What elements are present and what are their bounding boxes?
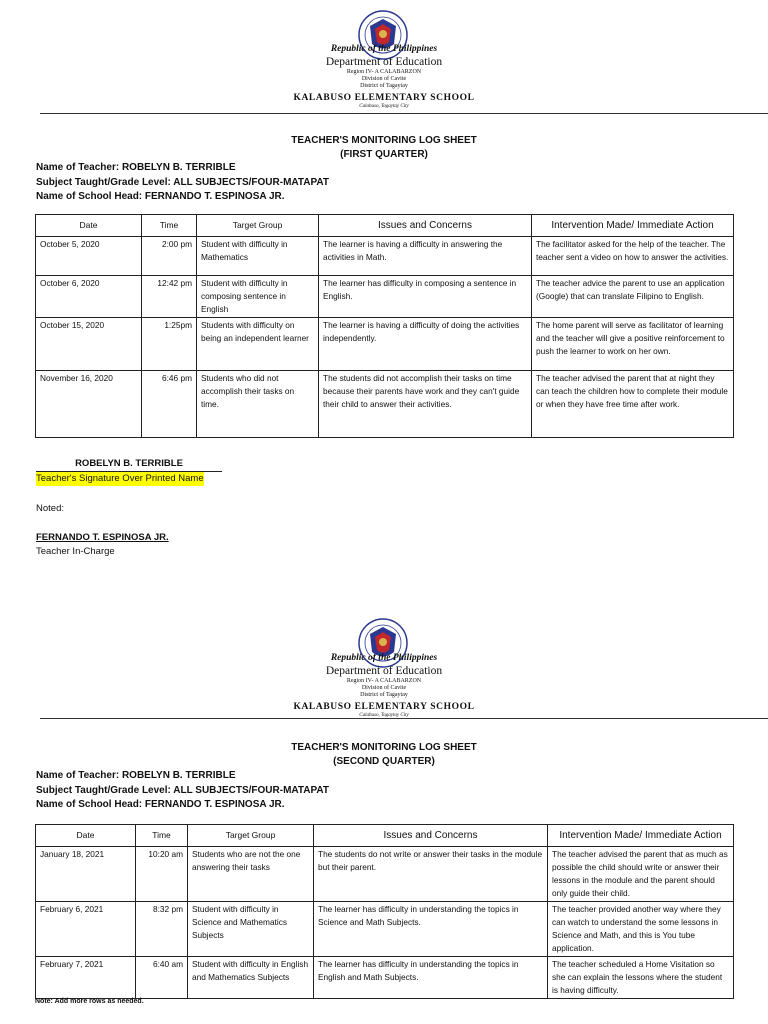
header-issues: Issues and Concerns bbox=[314, 825, 548, 847]
cell-date: October 5, 2020 bbox=[36, 237, 142, 276]
table-row bbox=[36, 237, 734, 276]
teacher-name-line: Name of Teacher: ROBELYN B. TERRIBLE bbox=[36, 770, 236, 781]
cell-time: 1:25pm bbox=[142, 318, 197, 371]
teacher-signature-name: ROBELYN B. TERRIBLE bbox=[36, 457, 222, 472]
cell-issues: The learner is having a difficulty in answering the activities in Math. bbox=[319, 237, 532, 276]
cell-time: 6:40 am bbox=[136, 957, 188, 999]
signature-block bbox=[36, 457, 222, 559]
cell-intervention: The home parent will serve as facilitator of learning and the teacher will give a positive reinforcement to push the learner to work on her own. bbox=[532, 318, 734, 371]
cell-target-group: Student with difficulty in English and Mathematics Subjects bbox=[188, 957, 314, 999]
cell-intervention: The teacher provided another way where they can watch to understand the some lessons in Science and Math, and this is You tube application. bbox=[548, 902, 734, 957]
header-time: Time bbox=[142, 215, 197, 237]
cell-issues: The students do not write or answer their tasks in the module but their parent. bbox=[314, 847, 548, 902]
cell-intervention: The facilitator asked for the help of the teacher. The teacher sent a video on how to answer the activities. bbox=[532, 237, 734, 276]
monitoring-log-table bbox=[35, 214, 734, 438]
table-row bbox=[36, 847, 734, 902]
school-head-line: Name of School Head: FERNANDO T. ESPINOSA JR. bbox=[36, 191, 285, 202]
cell-date: October 6, 2020 bbox=[36, 276, 142, 318]
table-header-row bbox=[36, 825, 734, 847]
school-head-name: FERNANDO T. ESPINOSA JR. bbox=[36, 532, 169, 543]
cell-intervention: The teacher advised the parent that as much as possible the child should write or answer their lessons in the module and the parent should only guide their child. bbox=[548, 847, 734, 902]
cell-target-group: Students who did not accomplish their tasks on time. bbox=[197, 371, 319, 438]
header-intervention: Intervention Made/ Immediate Action bbox=[532, 215, 734, 237]
letterhead-school: KALABUSO ELEMENTARY SCHOOL bbox=[293, 702, 475, 712]
cell-time: 2:00 pm bbox=[142, 237, 197, 276]
cell-date: October 15, 2020 bbox=[36, 318, 142, 371]
school-head-title: Teacher In-Charge bbox=[36, 546, 115, 557]
table-row bbox=[36, 957, 734, 999]
cell-target-group: Students who are not the one answering their tasks bbox=[188, 847, 314, 902]
cell-time: 8:32 pm bbox=[136, 902, 188, 957]
signature-caption: Teacher's Signature Over Printed Name bbox=[36, 473, 204, 484]
subject-line: Subject Taught/Grade Level: ALL SUBJECTS/FOUR-MATAPAT bbox=[36, 176, 329, 188]
quarter-label: (SECOND QUARTER) bbox=[333, 756, 435, 767]
cell-issues: The students did not accomplish their tasks on time because their parents have work and they can't guide their child to answer their activities. bbox=[319, 371, 532, 438]
letterhead-division: Division of Cavite bbox=[361, 685, 407, 691]
cell-date: February 7, 2021 bbox=[36, 957, 136, 999]
letterhead bbox=[0, 652, 768, 719]
table-row bbox=[36, 276, 734, 318]
table-row bbox=[36, 371, 734, 438]
monitoring-log-table bbox=[35, 824, 734, 999]
teacher-name-line: Name of Teacher: ROBELYN B. TERRIBLE bbox=[36, 162, 236, 173]
letterhead bbox=[0, 43, 768, 110]
letterhead-divider bbox=[40, 113, 768, 114]
header-issues: Issues and Concerns bbox=[319, 215, 532, 237]
letterhead-department: Department of Education bbox=[325, 56, 443, 68]
cell-target-group: Student with difficulty in composing sentence in English bbox=[197, 276, 319, 318]
cell-intervention: The teacher advised the parent that at night they can teach the children how to complete their module or when they have free time after work. bbox=[532, 371, 734, 438]
school-head-line: Name of School Head: FERNANDO T. ESPINOSA JR. bbox=[36, 799, 285, 810]
cell-time: 6:46 pm bbox=[142, 371, 197, 438]
noted-label: Noted: bbox=[36, 503, 64, 514]
subject-line: Subject Taught/Grade Level: ALL SUBJECTS/FOUR-MATAPAT bbox=[36, 784, 329, 796]
cell-issues: The learner has difficulty in understanding the topics in English and Math Subjects. bbox=[314, 957, 548, 999]
letterhead-divider bbox=[40, 718, 768, 719]
cell-time: 10:20 am bbox=[136, 847, 188, 902]
header-intervention: Intervention Made/ Immediate Action bbox=[548, 825, 734, 847]
table-row bbox=[36, 318, 734, 371]
document-title bbox=[0, 134, 768, 162]
letterhead-city: Calabuso, Tagaytay City bbox=[359, 104, 409, 109]
cell-target-group: Students with difficulty on being an independent learner bbox=[197, 318, 319, 371]
letterhead-region: Region IV- A CALABARZON bbox=[346, 678, 422, 684]
cell-date: January 18, 2021 bbox=[36, 847, 136, 902]
table-header-row bbox=[36, 215, 734, 237]
letterhead-district: District of Tagaytay bbox=[360, 83, 408, 89]
cell-issues: The learner has difficulty in understanding the topics in Science and Math Subjects. bbox=[314, 902, 548, 957]
header-target-group: Target Group bbox=[197, 215, 319, 237]
letterhead-division: Division of Cavite bbox=[361, 76, 407, 82]
cell-issues: The learner is having a difficulty of doing the activities independently. bbox=[319, 318, 532, 371]
table-row bbox=[36, 902, 734, 957]
cell-date: November 16, 2020 bbox=[36, 371, 142, 438]
letterhead-republic: Republic of the Philippines bbox=[330, 653, 438, 663]
header-date: Date bbox=[36, 825, 136, 847]
letterhead-region: Region IV- A CALABARZON bbox=[346, 69, 422, 75]
letterhead-school: KALABUSO ELEMENTARY SCHOOL bbox=[293, 93, 475, 103]
letterhead-city: Calabuso, Tagaytay City bbox=[359, 713, 409, 718]
teacher-info bbox=[36, 161, 329, 205]
letterhead-department: Department of Education bbox=[325, 665, 443, 677]
cell-date: February 6, 2021 bbox=[36, 902, 136, 957]
cell-target-group: Student with difficulty in Mathematics bbox=[197, 237, 319, 276]
log-sheet-title: TEACHER'S MONITORING LOG SHEET bbox=[291, 742, 477, 753]
header-date: Date bbox=[36, 215, 142, 237]
cell-target-group: Student with difficulty in Science and Mathematics Subjects bbox=[188, 902, 314, 957]
letterhead-republic: Republic of the Philippines bbox=[330, 44, 438, 54]
log-sheet-title: TEACHER'S MONITORING LOG SHEET bbox=[291, 135, 477, 146]
letterhead-district: District of Tagaytay bbox=[360, 692, 408, 698]
cell-time: 12:42 pm bbox=[142, 276, 197, 318]
cell-intervention: The teacher advice the parent to use an application (Google) that can translate Filipino to English. bbox=[532, 276, 734, 318]
cell-issues: The learner has difficulty in composing a sentence in English. bbox=[319, 276, 532, 318]
footnote: Note: Add more rows as needed. bbox=[35, 998, 144, 1005]
cell-intervention: The teacher scheduled a Home Visitation so she can explain the lessons where the student is having difficulty. bbox=[548, 957, 734, 999]
header-time: Time bbox=[136, 825, 188, 847]
document-title bbox=[0, 741, 768, 769]
teacher-info bbox=[36, 769, 329, 813]
header-target-group: Target Group bbox=[188, 825, 314, 847]
quarter-label: (FIRST QUARTER) bbox=[340, 149, 428, 160]
